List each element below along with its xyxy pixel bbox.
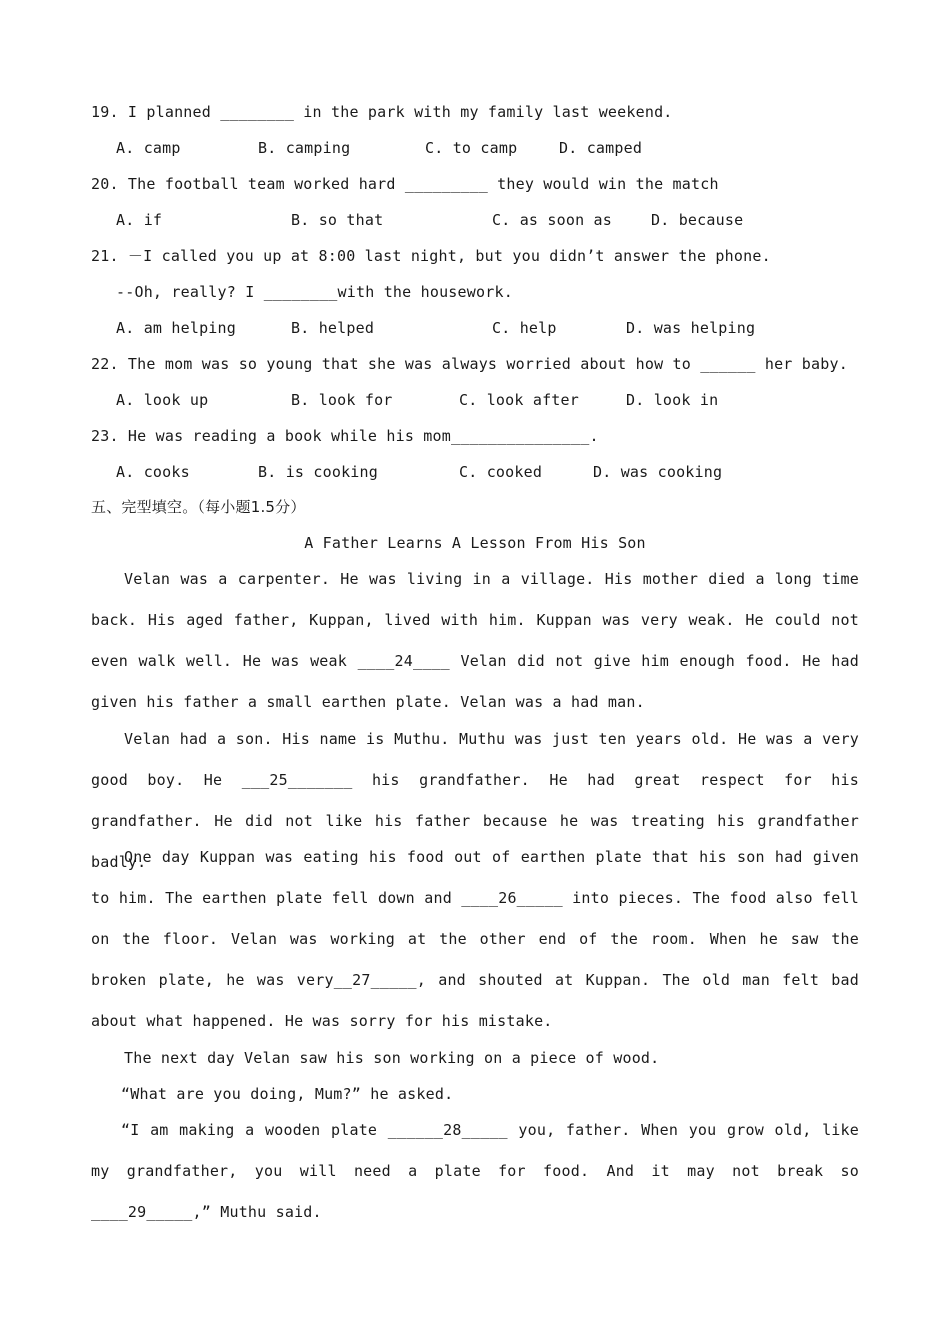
question-19-option-c: C. to camp [425,139,518,157]
question-23-option-b: B. is cooking [258,463,378,481]
question-23-option-c: C. cooked [459,463,543,481]
question-21-stem: 21. －I called you up at 8:00 last night, but you didn’t answer the phone. [91,247,771,265]
question-23-stem: 23. He was reading a book while his mom_______________. [91,427,599,445]
passage-paragraph-2: Velan had a son. His name is Muthu. Muthu was just ten years old. He was a very good boy. He ___25_______ his grandfather. He had great respect for his grandfather. He did not like his father because he was treating his grandfather badly. [91,730,859,871]
question-23-option-d: D. was cooking [593,463,723,481]
question-22-option-b: B. look for [291,391,393,409]
passage-title: A Father Learns A Lesson From His Son [304,534,646,552]
question-23-option-a: A. cooks [116,463,190,481]
question-22-option-d: D. look in [626,391,719,409]
question-19-option-b: B. camping [258,139,351,157]
passage-paragraph-5: “What are you doing, Mum?” he asked. [121,1085,454,1103]
question-20-option-d: D. because [651,211,744,229]
question-21-response: --Oh, really? I ________with the housework. [116,283,513,301]
passage-paragraph-3: One day Kuppan was eating his food out of earthen plate that his son had given to him. The earthen plate fell down and ____26_____ into pieces. The food also fell on the floor. Velan was working at the other end of the room. When he saw the broken plate, he was very__27_____, and shouted at Kuppan. The old man felt bad about what happened. He was sorry for his mistake. [91,848,859,1030]
question-22-option-c: C. look after [459,391,579,409]
question-20-option-c: C. as soon as [492,211,612,229]
question-19-stem: 19. I planned ________ in the park with my family last weekend. [91,103,673,121]
passage-paragraph-1: Velan was a carpenter. He was living in a village. His mother died a long time back. His aged father, Kuppan, lived with him. Kuppan was very weak. He could not even walk well. He was weak ____24____ Velan did not give him enough food. He had given his father a small earthen plate. Velan was a had man. [91,570,859,711]
question-20-stem: 20. The football team worked hard _________ they would win the match [91,175,719,193]
question-19-option-d: D. camped [559,139,643,157]
question-20-option-a: A. if [116,211,163,229]
passage-paragraph-4: The next day Velan saw his son working on a piece of wood. [124,1049,660,1067]
passage-paragraph-6: “I am making a wooden plate ______28_____ you, father. When you grow old, like my grandfather, you will need a plate for food. And it may not break so ____29_____,” Muthu said. [91,1121,859,1221]
question-21-option-c: C. help [492,319,557,337]
question-19-option-a: A. camp [116,139,181,157]
section-heading: 五、完型填空。（每小题1.5分） [91,498,306,516]
question-22-option-a: A. look up [116,391,209,409]
question-20-option-b: B. so that [291,211,384,229]
question-21-option-d: D. was helping [626,319,756,337]
question-21-option-a: A. am helping [116,319,236,337]
question-22-stem: 22. The mom was so young that she was always worried about how to ______ her baby. [91,355,848,373]
question-21-option-b: B. helped [291,319,375,337]
